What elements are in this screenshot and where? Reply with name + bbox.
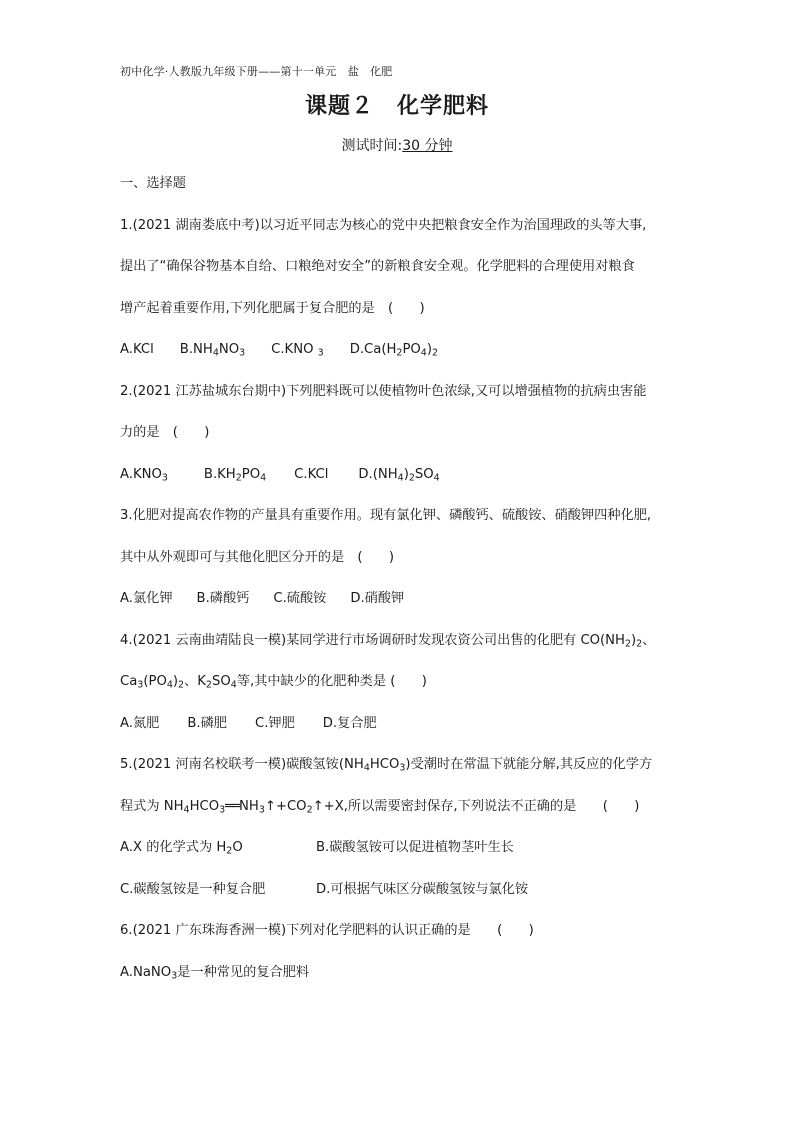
q2-option-a: $A.KNO_3$ bbox=[120, 466, 168, 483]
q1-stem-line1: 1.(2021 湖南娄底中考)以习近平同志为核心的党中央把粮食安全作为治国理政的头等大事, bbox=[120, 217, 647, 233]
q3-option-d: D.硝酸钾 bbox=[350, 591, 405, 606]
q5-options-ab bbox=[120, 827, 682, 869]
page-header: 初中化学·人教版九年级下册——第十一单元 盐 化肥 bbox=[120, 65, 393, 78]
q4-option-c: C.钾肥 bbox=[254, 715, 295, 731]
q3-option-b: B.磷酸钙 bbox=[196, 591, 250, 606]
section-heading: 一、选择题 bbox=[120, 176, 186, 191]
q6-option-a: A.NaNO$_3$是一种常见的复合肥料 bbox=[120, 964, 310, 981]
q3-options bbox=[120, 578, 682, 620]
q1-options bbox=[120, 329, 682, 371]
test-time-label: 测试时间: bbox=[341, 138, 403, 154]
q5-option-b: B.碳酸氢铵可以促进植物茎叶生长 bbox=[316, 840, 514, 855]
page-title: 课题２ 化学肥料 bbox=[304, 94, 489, 119]
q1-option-b: $B.NH_4NO_3$ bbox=[179, 342, 246, 359]
q2-option-d: $D.(NH_4)_2SO_4$ bbox=[358, 466, 440, 483]
q5-option-a: A.X 的化学式为 $H_2O$ bbox=[120, 840, 243, 857]
q1-stem-line2: 提出了“确保谷物基本自给、口粮绝对安全”的新粮食安全观。化学肥料的合理使用对粮食 bbox=[120, 259, 635, 274]
q4-option-b: B.磷肥 bbox=[187, 715, 227, 731]
q3-option-c: C.硫酸铵 bbox=[273, 591, 327, 606]
q2-options bbox=[120, 454, 682, 496]
q5-options-cd bbox=[120, 869, 682, 911]
q4-options bbox=[120, 703, 682, 745]
question-list bbox=[120, 163, 682, 993]
q3-option-a: A.氯化钾 bbox=[120, 591, 173, 606]
q6-stem-line1: 6.(2021 广东珠海香洲一模)下列对化学肥料的认识正确的是 ( ) bbox=[120, 923, 534, 938]
q2-stem-line2: 力的是 ( ) bbox=[120, 425, 210, 440]
q5-option-d: D.可根据气味区分碳酸氢铵与氯化铵 bbox=[316, 881, 529, 897]
q1-option-c: C.KNO $_3$ bbox=[271, 342, 324, 359]
q5-stem-line1: 5.(2021 河南名校联考一模)碳酸氢铵$(NH_4HCO_3)$受潮时在常温下就能分解,其反应的化学方 bbox=[120, 757, 653, 774]
q1-option-a: A.KCl bbox=[120, 342, 154, 357]
q4-option-d: D.复合肥 bbox=[322, 715, 377, 731]
q1-stem-line3: 增产起着重要作用,下列化肥属于复合肥的是 ( ) bbox=[120, 300, 425, 316]
q4-option-a: A.氮肥 bbox=[120, 715, 160, 731]
q2-option-b: $B.KH_2PO_4$ bbox=[203, 466, 267, 483]
test-time bbox=[0, 135, 794, 155]
q2-option-c: C.KCl bbox=[294, 466, 329, 482]
q5-stem-line2: 程式为 $NH_4HCO_3══NH_3↑+CO_2↑+X$,所以需要密封保存,下列说法不正确的是 ( ) bbox=[120, 798, 640, 815]
q5-option-c: C.碳酸氢铵是一种复合肥 bbox=[120, 881, 266, 897]
test-time-value: 30 分钟 bbox=[402, 138, 453, 154]
q4-stem-line2: $Ca_3(PO_4)_2$、$K_2SO_4$等,其中缺少的化肥种类是 ( ) bbox=[120, 674, 427, 691]
q1-option-d: $D.Ca(H_2PO_4)_2$ bbox=[349, 342, 439, 359]
q3-stem-line2: 其中从外观即可与其他化肥区分开的是 ( ) bbox=[120, 549, 395, 565]
q3-stem-line1: 3.化肥对提高农作物的产量具有重要作用。现有氯化钾、磷酸钙、硫酸铵、硝酸钾四种化肥, bbox=[120, 508, 652, 523]
q2-stem-line1: 2.(2021 江苏盐城东台期中)下列肥料既可以使植物叶色浓绿,又可以增强植物的抗病虫害能 bbox=[120, 383, 647, 399]
q4-stem-line1: 4.(2021 云南曲靖陆良一模)某同学进行市场调研时发现农资公司出售的化肥有 $CO(NH_2)_2$、 bbox=[120, 632, 656, 649]
